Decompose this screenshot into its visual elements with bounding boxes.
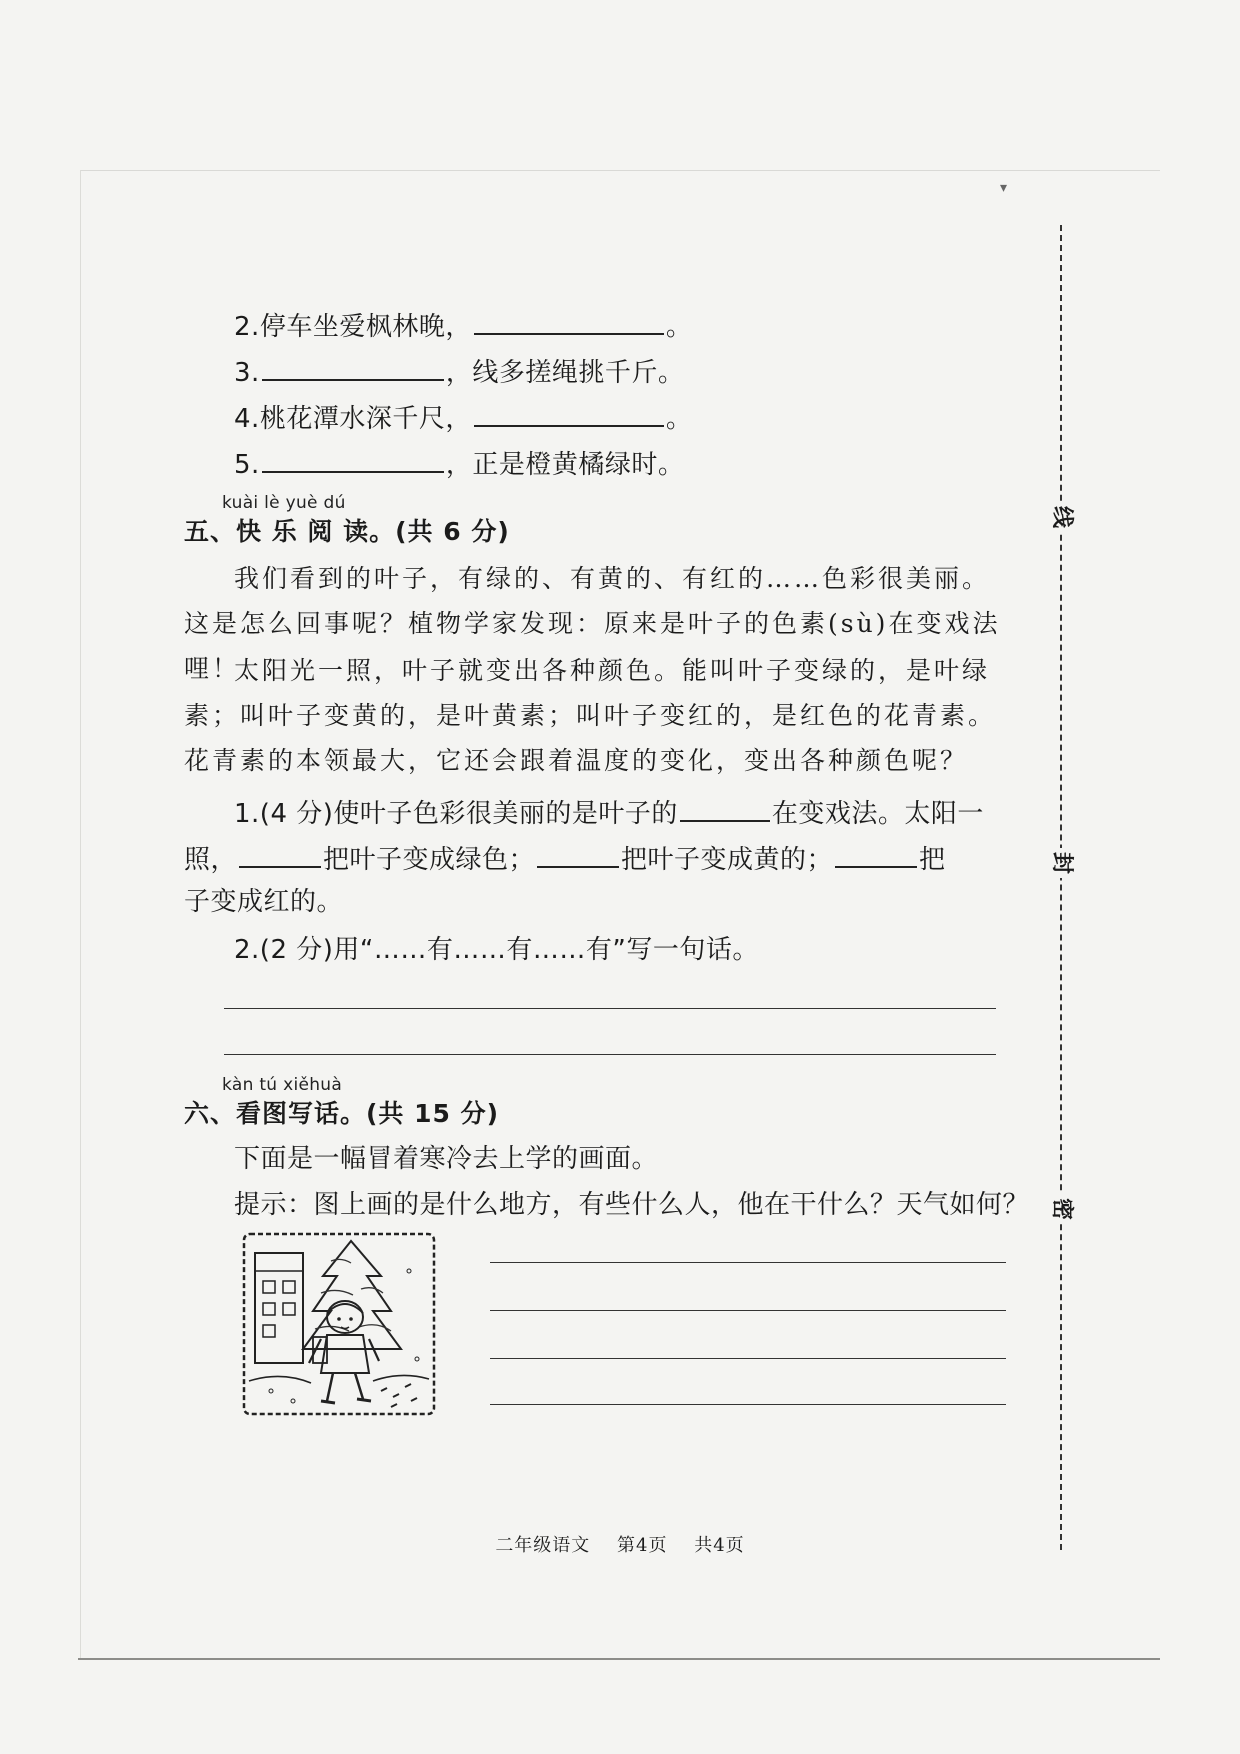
answer-blank[interactable]	[474, 307, 664, 335]
answer-blank[interactable]	[680, 794, 770, 822]
question-text: 子变成红的。	[184, 887, 344, 917]
poem-line-number: 3.	[234, 358, 260, 388]
poem-line-text: 停车坐爱枫林晚，	[259, 312, 472, 342]
question-1-line-a	[234, 794, 984, 830]
section-pinyin: kuài lè yuè dú	[222, 493, 346, 513]
margin-label: 线	[1044, 502, 1078, 532]
paper-edge	[80, 170, 81, 1660]
poem-line-text: 桃花潭水深千尺，	[259, 404, 472, 434]
poem-line-text: ，线多搓绳挑千斤。	[445, 358, 685, 388]
question-2: 2.(2 分)用“……有……有……有”写一句话。	[234, 935, 759, 965]
writing-line[interactable]	[224, 1054, 996, 1055]
answer-blank[interactable]	[835, 840, 917, 868]
answer-blank[interactable]	[239, 840, 321, 868]
page-footer	[0, 1531, 1240, 1557]
poem-line-text: 。	[665, 404, 693, 434]
footer-subject: 二年级语文	[495, 1535, 591, 1556]
winter-school-illustration	[241, 1231, 437, 1417]
section-heading: 五、快 乐 阅 读。(共 6 分)	[184, 517, 510, 546]
footer-total: 共4页	[694, 1535, 745, 1556]
winter-scene-drawing	[241, 1231, 437, 1417]
section-pinyin: kàn tú xiěhuà	[222, 1075, 343, 1095]
question-text: 把叶子变成绿色；	[323, 845, 536, 875]
hint-text: 提示：图上画的是什么地方，有些什么人，他在干什么？天气如何？	[234, 1190, 1030, 1220]
question-text: 照，	[184, 845, 238, 875]
footer-page: 第4页	[617, 1535, 668, 1556]
poem-line-text: ，正是橙黄橘绿时。	[445, 450, 685, 480]
poem-line-3	[234, 353, 684, 389]
scan-mark: ▾	[1000, 180, 1008, 196]
poem-line-text: 。	[665, 312, 693, 342]
poem-line-4	[234, 399, 692, 435]
question-text: 把	[919, 845, 946, 875]
poem-line-number: 5.	[234, 450, 260, 480]
writing-line[interactable]	[490, 1358, 1006, 1359]
writing-line[interactable]	[490, 1262, 1006, 1263]
poem-line-2	[234, 307, 692, 343]
poem-line-number: 2.	[234, 312, 260, 342]
answer-blank[interactable]	[262, 353, 444, 381]
question-text: 在变戏法。太阳一	[771, 799, 984, 829]
margin-label: 封	[1044, 848, 1078, 878]
writing-line[interactable]	[224, 1008, 996, 1009]
question-1-line-c	[184, 886, 343, 918]
seal-line	[1060, 225, 1062, 1550]
answer-blank[interactable]	[537, 840, 619, 868]
margin-label: 密	[1044, 1194, 1078, 1224]
answer-blank[interactable]	[474, 399, 664, 427]
writing-line[interactable]	[490, 1404, 1006, 1405]
question-text: 把叶子变成黄的；	[621, 845, 834, 875]
question-1-line-b	[184, 840, 946, 876]
writing-line[interactable]	[490, 1310, 1006, 1311]
poem-line-number: 4.	[234, 404, 260, 434]
question-text: 1.(4 分)使叶子色彩很美丽的是叶子的	[234, 799, 678, 829]
reading-paragraph: 太阳光一照，叶子就变出各种颜色。能叫叶子变绿的，是叶绿素；叫叶子变黄的，是叶黄素；叫叶子变红的，是红色的花青素。花青素的本领最大，它还会跟着温度的变化，变出各种颜色呢？	[184, 656, 997, 775]
answer-blank[interactable]	[262, 445, 444, 473]
reading-paragraph: 我们看到的叶子，有绿的、有黄的、有红的……色彩很美丽。这是怎么回事呢？植物学家发现：原来是叶子的色素(sù)在变戏法哩！	[184, 564, 1001, 683]
paper-edge	[78, 1658, 1160, 1660]
section-heading: 六、看图写话。(共 15 分)	[184, 1099, 500, 1128]
poem-line-5	[234, 445, 684, 481]
paper-edge	[80, 170, 1160, 171]
prompt-text: 下面是一幅冒着寒冷去上学的画面。	[234, 1144, 659, 1174]
